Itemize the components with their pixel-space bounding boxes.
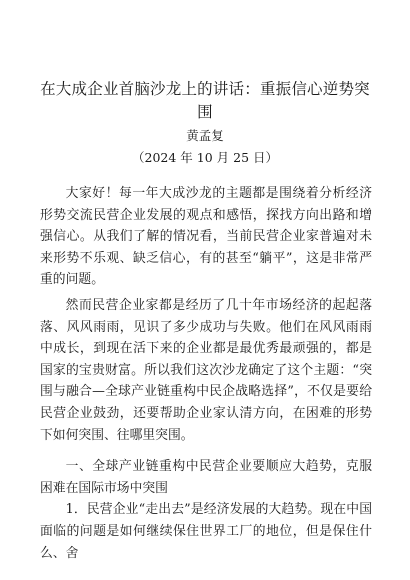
document-body bbox=[40, 183, 372, 564]
section-heading: 一、全球产业链重构中民营企业要顺应大趋势，克服困难在国际市场中突围 bbox=[40, 459, 372, 496]
paragraph-greeting: 大家好！每一年大成沙龙的主题都是围绕着分析经济形势交流民营企业发展的观点和感悟，探找方向出路和增强信心。从我们了解的情况看，当前民营企业家普遍对未来形势不乐观、缺乏信心，有的甚至“躺平”，这是非常严重的问题。 bbox=[40, 186, 372, 288]
speech-date: （2024 年 10 月 25 日） bbox=[132, 150, 278, 165]
document-title: 在大成企业首脑沙龙上的讲话：重振信心逆势突围 bbox=[40, 80, 370, 121]
author-name: 黄孟复 bbox=[186, 128, 224, 143]
paragraph-entrepreneurs: 然而民营企业家都是经历了几十年市场经济的起起落落、风风雨雨，见识了多少成功与失败。他们在风风雨雨中成长，到现在活下来的企业都是最优秀最顽强的，都是国家的宝贵财富。所以我们这次沙龙确定了这个主题：“突围与融合—全球产业链重构中民企战略选择”，不仅是要给民营企业鼓劲，还要帮助企业家认清方向，在困难的形势下如何突围、往哪里突围。 bbox=[40, 297, 372, 443]
paragraph-going-global: 1．民营企业“走出去”是经济发展的大趋势。现在中国面临的问题是如何继续保住世界工厂的地位，但是保住什么、舍 bbox=[40, 502, 372, 561]
